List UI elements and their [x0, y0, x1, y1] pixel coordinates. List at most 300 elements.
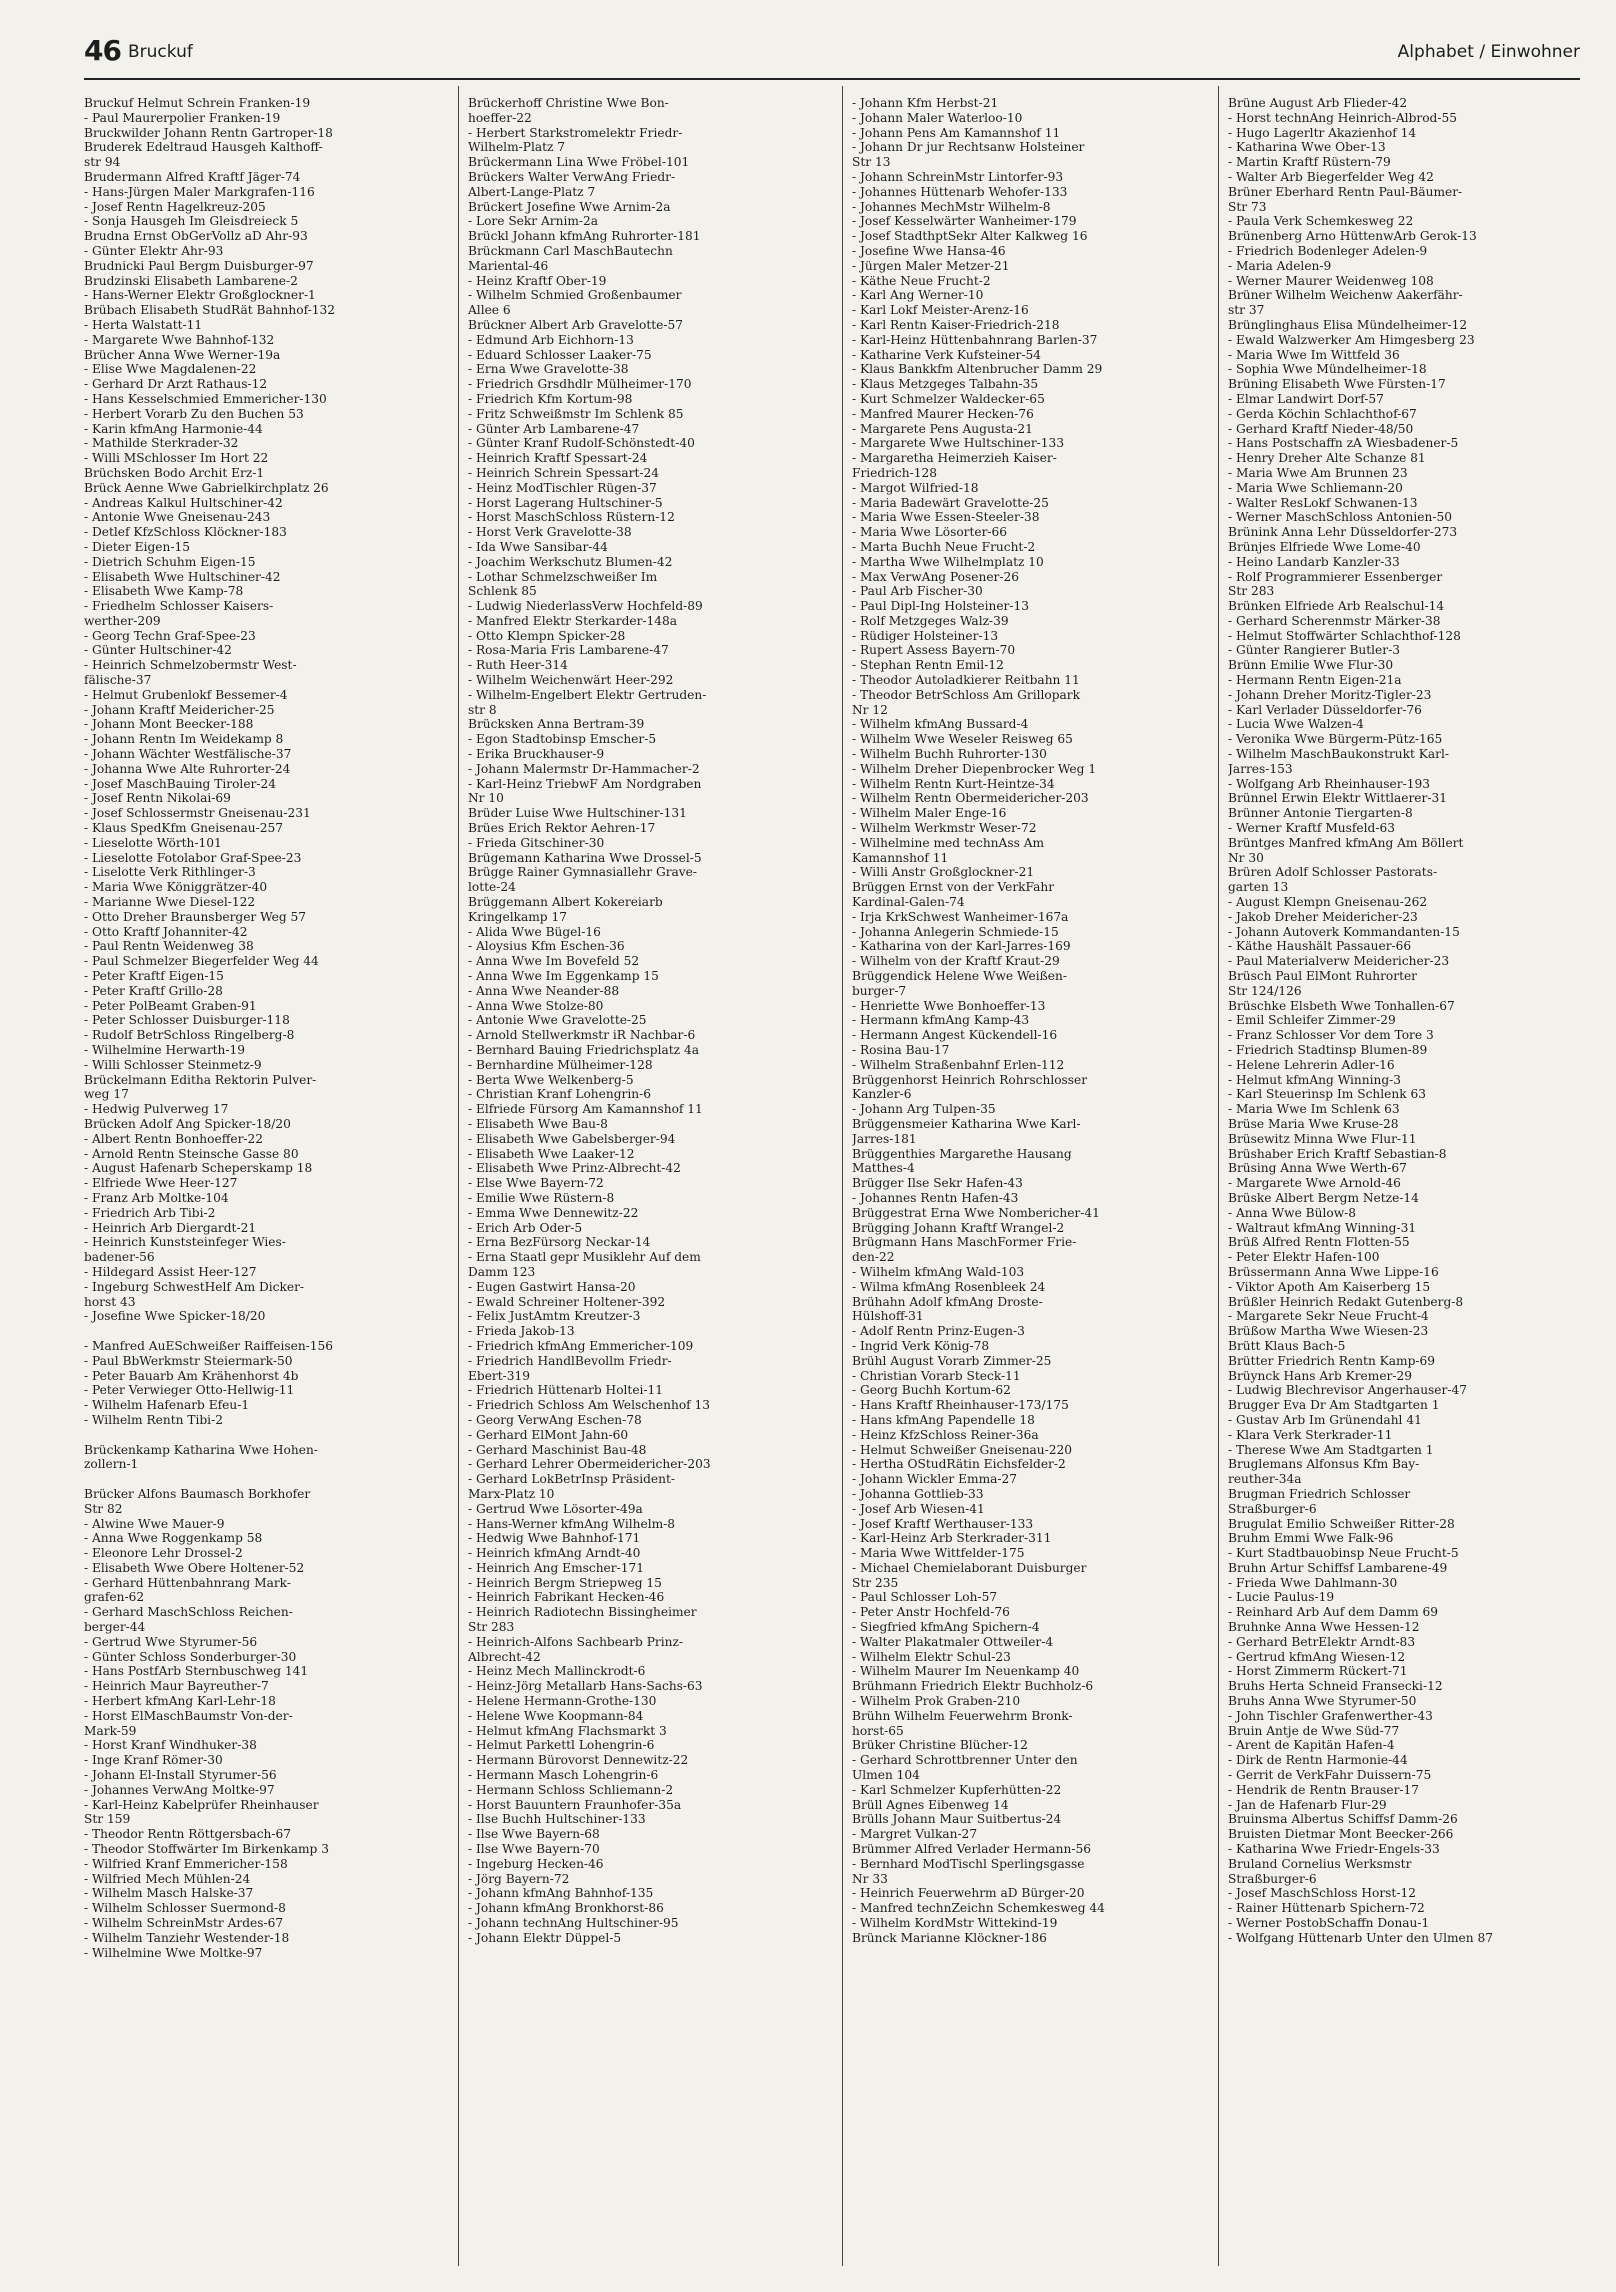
directory-entry-line: - Rosina Bau-17: [852, 1043, 950, 1057]
directory-entry-line: Kamannshof 11: [852, 850, 949, 865]
directory-entry-line: Kanzler-6: [852, 1087, 912, 1102]
directory-entry-line: - Karl Rentn Kaiser-Friedrich-218: [852, 317, 1060, 332]
directory-entry-line: - Karin kfmAng Harmonie-44: [84, 421, 263, 436]
directory-entry-line: - Wilhelm Rentn Obermeidericher-203: [852, 791, 1089, 806]
directory-entry-line: - Paul Schmelzer Biegerfelder Weg 44: [84, 954, 319, 969]
directory-entry-line: - Hedwig Pulverweg 17: [84, 1102, 229, 1117]
directory-entry-line: - Heinrich Ang Emscher-171: [468, 1560, 644, 1575]
directory-entry-line: - Johann Pens Am Kamannshof 11: [852, 125, 1061, 140]
directory-entry-line: - Anna Wwe Stolze-80: [468, 998, 604, 1013]
directory-entry-line: - Helmut Grubenlokf Bessemer-4: [84, 687, 288, 702]
page-header: [84, 34, 1580, 80]
directory-entry-line: - Herbert kfmAng Karl-Lehr-18: [84, 1694, 276, 1709]
directory-entry-line: Brücksken Anna Bertram-39: [468, 717, 645, 732]
directory-column-1: [84, 96, 446, 1960]
directory-entry-line: Nr 33: [852, 1871, 888, 1886]
directory-entry-line: Bruland Cornelius Werksmstr: [1228, 1856, 1412, 1871]
directory-entry-line: - Helmut kfmAng Winning-3: [1228, 1072, 1402, 1087]
directory-entry-line: - Friedrich Arb Tibi-2: [84, 1205, 216, 1220]
directory-entry-line: - Heinrich Radiotechn Bissingheimer: [468, 1605, 697, 1620]
directory-entry-line: Brücher Anna Wwe Werner-19a: [84, 347, 281, 362]
directory-entry-line: - Emma Wwe Dennewitz-22: [468, 1205, 639, 1220]
directory-entry-line: - Wilhelm Weichenwärt Heer-292: [468, 673, 674, 688]
directory-entry-line: Brüggemann Albert Kokereiarb: [468, 895, 663, 910]
directory-entry-line: - Heinrich Maur Bayreuther-7: [84, 1679, 269, 1694]
directory-entry-line: - Gerhard Schrottbrenner Unter den: [852, 1753, 1078, 1768]
directory-entry-line: - Otto Kraftf Johanniter-42: [84, 924, 248, 939]
directory-entry-line: - Ilse Wwe Bayern-70: [468, 1842, 600, 1857]
directory-entry-line: - Margarete Sekr Neue Frucht-4: [1228, 1309, 1429, 1324]
directory-entry-line: - Gertrud kfmAng Wiesen-12: [1228, 1649, 1406, 1664]
directory-entry-line: Brückermann Lina Wwe Fröbel-101: [468, 155, 690, 170]
directory-entry-line: Nr 10: [468, 791, 504, 806]
directory-entry-line: - Johannes Rentn Hafen-43: [852, 1190, 1019, 1205]
directory-entry-line: - Käthe Neue Frucht-2: [852, 273, 991, 288]
directory-entry-line: Str 13: [852, 155, 891, 170]
directory-entry-line: - Johannes MechMstr Wilhelm-8: [852, 199, 1051, 214]
directory-entry-line: - Johanna Wwe Alte Ruhrorter-24: [84, 761, 291, 776]
directory-entry-line: weg 17: [84, 1087, 129, 1102]
directory-entry-line: Brückelmann Editha Rektorin Pulver-: [84, 1072, 317, 1087]
directory-entry-line: - Maria Wwe Am Brunnen 23: [1228, 465, 1408, 480]
directory-entry-line: - Wilma kfmAng Rosenbleek 24: [852, 1279, 1046, 1294]
directory-entry-line: - Heino Landarb Kanzler-33: [1228, 554, 1400, 569]
directory-entry-line: Ulmen 104: [852, 1768, 920, 1783]
directory-entry-line: - Michael Chemielaborant Duisburger: [852, 1560, 1087, 1575]
directory-entry-line: - Gerhard MaschSchloss Reichen-: [84, 1605, 293, 1620]
directory-entry-line: - Lieselotte Wörth-101: [84, 835, 222, 850]
directory-entry-line: Brüchsken Bodo Archit Erz-1: [84, 465, 265, 480]
directory-entry-line: - Hertha OStudRätin Eichsfelder-2: [852, 1457, 1066, 1472]
directory-entry-line: - Georg Buchh Kortum-62: [852, 1383, 1011, 1398]
directory-entry-line: - Friedrich Grsdhdlr Mülheimer-170: [468, 377, 692, 392]
directory-entry-line: - Herta Walstatt-11: [84, 317, 203, 332]
directory-entry-line: Brüne August Arb Flieder-42: [1228, 96, 1408, 110]
directory-entry-line: Bruckwilder Johann Rentn Gartroper-18: [84, 125, 333, 140]
directory-entry-line: - Wilhelm Dreher Diepenbrocker Weg 1: [852, 761, 1097, 776]
directory-entry-line: Brüschke Elsbeth Wwe Tonhallen-67: [1228, 998, 1455, 1013]
directory-entry-line: - Heinrich Feuerwehrm aD Bürger-20: [852, 1886, 1085, 1901]
directory-entry-line: - Horst Lagerang Hultschiner-5: [468, 495, 663, 510]
directory-entry-line: Str 124/126: [1228, 983, 1302, 998]
directory-entry-line: - Adolf Rentn Prinz-Eugen-3: [852, 1324, 1025, 1339]
directory-entry-line: - Margaretha Heimerzieh Kaiser-: [852, 451, 1057, 466]
directory-entry-line: - Arnold Rentn Steinsche Gasse 80: [84, 1146, 299, 1161]
directory-entry-line: - Lore Sekr Arnim-2a: [468, 214, 599, 229]
directory-entry-line: - Kurt Stadtbauobinsp Neue Frucht-5: [1228, 1546, 1459, 1561]
directory-entry-line: - Paul BbWerkmstr Steiermark-50: [84, 1353, 293, 1368]
directory-entry-line: Str 283: [1228, 584, 1275, 599]
directory-entry-line: - Egon Stadtobinsp Emscher-5: [468, 732, 657, 747]
directory-entry-line: grafen-62: [84, 1590, 145, 1605]
directory-entry-line: horst 43: [84, 1294, 136, 1309]
directory-entry-line: - Katharina von der Karl-Jarres-169: [852, 939, 1071, 954]
directory-entry-line: Straßburger-6: [1228, 1501, 1317, 1516]
directory-entry-line: - Stephan Rentn Emil-12: [852, 658, 1004, 673]
directory-entry-line: - Elisabeth Wwe Hultschiner-42: [84, 569, 281, 584]
directory-entry-line: - Heinz Mech Mallinckrodt-6: [468, 1664, 646, 1679]
directory-entry-line: - Martin Kraftf Rüstern-79: [1228, 155, 1391, 170]
directory-entry-line: Brüker Christine Blücher-12: [852, 1738, 1028, 1753]
directory-entry-line: Brüsewitz Minna Wwe Flur-11: [1228, 1131, 1417, 1146]
directory-entry-line: - Karl-Heinz Arb Sterkrader-311: [852, 1531, 1052, 1546]
directory-entry-line: - Fritz Schweißmstr Im Schlenk 85: [468, 406, 684, 421]
directory-entry-line: - Viktor Apoth Am Kaiserberg 15: [1228, 1279, 1431, 1294]
directory-entry-line: - John Tischler Grafenwerther-43: [1228, 1708, 1433, 1723]
directory-entry-line: - Lucia Wwe Walzen-4: [1228, 717, 1364, 732]
directory-entry-line: - Maria Adelen-9: [1228, 258, 1332, 273]
section-keyword: Bruckuf: [128, 42, 193, 62]
directory-entry-line: - Lothar Schmelzschweißer Im: [468, 569, 658, 584]
directory-entry-line: - Rolf Metzgeges Walz-39: [852, 613, 1009, 628]
directory-entry-line: - Erika Bruckhauser-9: [468, 747, 605, 762]
directory-entry-line: horst-65: [852, 1723, 904, 1738]
directory-entry-line: - Josefine Wwe Hansa-46: [852, 243, 1006, 258]
directory-entry-line: Nr 12: [852, 702, 888, 717]
column-rule: [458, 86, 459, 2266]
directory-entry-line: - Manfred AuESchweißer Raiffeisen-156: [84, 1338, 334, 1353]
directory-entry-line: - Heinz ModTischler Rügen-37: [468, 480, 657, 495]
directory-entry-line: - Werner MaschSchloss Antonien-50: [1228, 510, 1452, 525]
page-number: 46: [84, 34, 121, 67]
directory-entry-line: - Elisabeth Wwe Bau-8: [468, 1116, 608, 1131]
directory-entry-line: - Josef Rentn Hagelkreuz-205: [84, 199, 266, 214]
directory-entry-line: - Kurt Schmelzer Waldecker-65: [852, 391, 1045, 406]
directory-entry-line: - Katharina Wwe Friedr-Engels-33: [1228, 1842, 1440, 1857]
directory-entry-line: Nr 30: [1228, 850, 1264, 865]
directory-entry-line: - Franz Arb Moltke-104: [84, 1190, 229, 1205]
directory-entry-line: - Friedrich Hüttenarb Holtei-11: [468, 1383, 664, 1398]
directory-entry-line: - Maria Wwe Lösorter-66: [852, 525, 1008, 540]
directory-entry-line: Brünink Anna Lehr Düsseldorfer-273: [1228, 525, 1458, 540]
directory-entry-line: - Else Wwe Bayern-72: [468, 1176, 604, 1191]
directory-entry-line: - Wilhelm Werkmstr Weser-72: [852, 821, 1037, 836]
directory-entry-line: Brüder Luise Wwe Hultschiner-131: [468, 806, 687, 821]
directory-entry-line: - Irja KrkSchwest Wanheimer-167a: [852, 909, 1069, 924]
directory-entry-line: - Reinhard Arb Auf dem Damm 69: [1228, 1605, 1439, 1620]
directory-entry-line: - Friedrich Stadtinsp Blumen-89: [1228, 1043, 1428, 1057]
directory-entry-line: - Helmut kfmAng Flachsmarkt 3: [468, 1723, 667, 1738]
directory-entry-line: - Paul Arb Fischer-30: [852, 584, 983, 599]
directory-entry-line: - Maria Wwe Schliemann-20: [1228, 480, 1403, 495]
directory-entry-line: - Wolfgang Arb Rheinhauser-193: [1228, 776, 1430, 791]
directory-entry-line: - Erna Staatl gepr Musiklehr Auf dem: [468, 1250, 701, 1265]
directory-entry-line: [84, 1428, 446, 1443]
directory-entry-line: - Josefine Wwe Spicker-18/20: [84, 1309, 266, 1324]
directory-entry-line: Mariental-46: [468, 258, 549, 273]
directory-entry-line: - Hans Kesselschmied Emmericher-130: [84, 391, 327, 406]
directory-entry-line: - Ilse Buchh Hultschiner-133: [468, 1812, 646, 1827]
directory-entry-line: - Peter Verwieger Otto-Hellwig-11: [84, 1383, 295, 1398]
directory-entry-line: Bruhs Anna Wwe Styrumer-50: [1228, 1694, 1417, 1709]
directory-entry-line: - Hedwig Wwe Bahnhof-171: [468, 1531, 641, 1546]
directory-entry-line: Brünck Marianne Klöckner-186: [852, 1930, 1047, 1945]
directory-entry-line: - Therese Wwe Am Stadtgarten 1: [1228, 1442, 1434, 1457]
directory-entry-line: - Horst technAng Heinrich-Albrod-55: [1228, 110, 1457, 125]
directory-entry-line: - Helmut Parkettl Lohengrin-6: [468, 1738, 655, 1753]
directory-entry-line: Albert-Lange-Platz 7: [468, 184, 596, 199]
directory-entry-line: - Peter PolBeamt Graben-91: [84, 998, 257, 1013]
directory-entry-line: - Alida Wwe Bügel-16: [468, 924, 601, 939]
directory-entry-line: - Bernhardine Mülheimer-128: [468, 1057, 653, 1072]
directory-entry-line: - Wilhelm-Engelbert Elektr Gertruden-: [468, 687, 707, 702]
directory-entry-line: - Franz Schlosser Vor dem Tore 3: [1228, 1028, 1434, 1043]
directory-entry-line: - Jörg Bayern-72: [468, 1871, 570, 1886]
directory-entry-line: Brüning Elisabeth Wwe Fürsten-17: [1228, 377, 1446, 392]
directory-entry-line: - Maria Wwe Im Schlenk 63: [1228, 1102, 1400, 1117]
directory-entry-line: Brüynck Hans Arb Kremer-29: [1228, 1368, 1412, 1383]
directory-entry-line: Brües Erich Rektor Aehren-17: [468, 821, 656, 836]
directory-entry-line: - Rolf Programmierer Essenberger: [1228, 569, 1443, 584]
directory-entry-line: - Henriette Wwe Bonhoeffer-13: [852, 998, 1046, 1013]
directory-entry-line: - Gerhard ElMont Jahn-60: [468, 1427, 629, 1442]
directory-entry-line: - Horst Zimmerm Rückert-71: [1228, 1664, 1408, 1679]
directory-entry-line: Brüggendick Helene Wwe Weißen-: [852, 969, 1067, 984]
directory-entry-line: Brühmann Friedrich Elektr Buchholz-6: [852, 1679, 1094, 1694]
directory-entry-line: - Johann Malermstr Dr-Hammacher-2: [468, 761, 700, 776]
directory-entry-line: Brübach Elisabeth StudRät Bahnhof-132: [84, 303, 336, 318]
directory-entry-line: - Georg Techn Graf-Spee-23: [84, 628, 256, 643]
directory-entry-line: Jarres-181: [852, 1131, 917, 1146]
directory-entry-line: - Johann Arg Tulpen-35: [852, 1102, 996, 1117]
directory-entry-line: str 37: [1228, 303, 1265, 318]
directory-entry-line: - Manfred Elektr Sterkarder-148a: [468, 613, 678, 628]
directory-entry-line: - Helene Wwe Koopmann-84: [468, 1708, 644, 1723]
directory-entry-line: - Helene Hermann-Grothe-130: [468, 1694, 657, 1709]
directory-entry-line: - Paul Materialverw Meidericher-23: [1228, 954, 1450, 969]
directory-entry-line: - Heinz-Jörg Metallarb Hans-Sachs-63: [468, 1679, 703, 1694]
directory-entry-line: Str 73: [1228, 199, 1267, 214]
directory-entry-line: - Johann Wickler Emma-27: [852, 1472, 1018, 1487]
directory-entry-line: - Wilhelm Hafenarb Efeu-1: [84, 1398, 250, 1413]
directory-entry-line: - Elisabeth Wwe Prinz-Albrecht-42: [468, 1161, 681, 1176]
directory-entry-line: - Klara Verk Sterkrader-11: [1228, 1427, 1393, 1442]
directory-entry-line: Brüsch Paul ElMont Ruhrorter: [1228, 969, 1418, 984]
directory-entry-line: - Emil Schleifer Zimmer-29: [1228, 1013, 1396, 1028]
directory-entry-line: - Manfred technZeichn Schemkesweg 44: [852, 1901, 1105, 1916]
directory-entry-line: - Ludwig Blechrevisor Angerhauser-47: [1228, 1383, 1467, 1398]
directory-entry-line: Marx-Platz 10: [468, 1486, 555, 1501]
directory-entry-line: Brügmann Hans MaschFormer Frie-: [852, 1235, 1077, 1250]
directory-entry-line: - Sophia Wwe Mündelheimer-18: [1228, 362, 1427, 377]
directory-entry-line: Damm 123: [468, 1264, 536, 1279]
directory-entry-line: - Wilhelm Elektr Schul-23: [852, 1649, 1011, 1664]
directory-entry-line: - Jakob Dreher Meidericher-23: [1228, 909, 1418, 924]
directory-entry-line: - Johannes Hüttenarb Wehofer-133: [852, 184, 1068, 199]
directory-entry-line: - Detlef KfzSchloss Klöckner-183: [84, 525, 287, 540]
directory-entry-line: Bruhs Herta Schneid Fransecki-12: [1228, 1679, 1443, 1694]
directory-entry-line: - Bernhard ModTischl Sperlingsgasse: [852, 1856, 1085, 1871]
directory-entry-line: - Hans kfmAng Papendelle 18: [852, 1412, 1035, 1427]
directory-entry-line: - Klaus SpedKfm Gneisenau-257: [84, 821, 283, 836]
directory-entry-line: Str 159: [84, 1812, 131, 1827]
directory-entry-line: - Henry Dreher Alte Schanze 81: [1228, 451, 1426, 466]
directory-entry-line: - Johann SchreinMstr Lintorfer-93: [852, 169, 1064, 184]
directory-entry-line: Brünken Elfriede Arb Realschul-14: [1228, 599, 1445, 614]
directory-entry-line: - Johann Maler Waterloo-10: [852, 110, 1023, 125]
directory-entry-line: - Frieda Jakob-13: [468, 1324, 575, 1339]
directory-entry-line: - Waltraut kfmAng Winning-31: [1228, 1220, 1417, 1235]
directory-entry-line: reuther-34a: [1228, 1472, 1302, 1487]
directory-entry-line: - Anna Wwe Im Bovefeld 52: [468, 954, 640, 969]
directory-entry-line: - Marta Buchh Neue Frucht-2: [852, 539, 1036, 554]
directory-entry-line: - Liselotte Verk Rithlinger-3: [84, 865, 256, 880]
directory-entry-line: Brüske Albert Bergm Netze-14: [1228, 1190, 1419, 1205]
directory-entry-line: Jarres-153: [1228, 761, 1293, 776]
directory-entry-line: - Wilhelm Straßenbahnf Erlen-112: [852, 1057, 1065, 1072]
directory-entry-line: - Siegfried kfmAng Spichern-4: [852, 1620, 1040, 1635]
directory-entry-line: - Gertrud Wwe Styrumer-56: [84, 1634, 258, 1649]
directory-entry-line: - Hendrik de Rentn Brauser-17: [1228, 1782, 1420, 1797]
directory-entry-line: - Otto Klempn Spicker-28: [468, 628, 626, 643]
directory-entry-line: Brümmer Alfred Verlader Hermann-56: [852, 1842, 1091, 1857]
directory-entry-line: - Maria Wwe Königgrätzer-40: [84, 880, 268, 895]
directory-entry-line: - Heinrich Arb Diergardt-21: [84, 1220, 257, 1235]
directory-entry-line: - Walter Plakatmaler Ottweiler-4: [852, 1634, 1054, 1649]
directory-entry-line: Bruin Antje de Wwe Süd-77: [1228, 1723, 1400, 1738]
directory-entry-line: - Ingrid Verk König-78: [852, 1338, 990, 1353]
directory-entry-line: - Wilhelm SchreinMstr Ardes-67: [84, 1916, 284, 1931]
directory-entry-line: Brüggestrat Erna Wwe Nombericher-41: [852, 1205, 1100, 1220]
directory-entry-line: [84, 1472, 446, 1487]
directory-entry-line: Wilhelm-Platz 7: [468, 140, 566, 155]
directory-entry-line: - Werner PostobSchaffn Donau-1: [1228, 1916, 1430, 1931]
directory-entry-line: - Paula Verk Schemkesweg 22: [1228, 214, 1414, 229]
directory-entry-line: Brüner Wilhelm Weichenw Aakerfähr-: [1228, 288, 1463, 303]
directory-entry-line: - Horst ElMaschBaumstr Von-der-: [84, 1708, 293, 1723]
directory-entry-line: - Paul Maurerpolier Franken-19: [84, 110, 281, 125]
directory-entry-line: Brüggenhorst Heinrich Rohrschlosser: [852, 1072, 1088, 1087]
directory-entry-line: - Paul Rentn Weidenweg 38: [84, 939, 254, 954]
directory-entry-line: - Margarete Pens Augusta-21: [852, 421, 1033, 436]
directory-entry-line: - Gerhard Hüttenbahnrang Mark-: [84, 1575, 291, 1590]
directory-entry-line: - Peter Kraftf Grillo-28: [84, 983, 223, 998]
directory-entry-line: Brückmann Carl MaschBautechn: [468, 243, 673, 258]
column-rule: [842, 86, 843, 2266]
directory-entry-line: - Hans Postschaffn zA Wiesbadener-5: [1228, 436, 1459, 451]
directory-entry-line: - Josef Kraftf Werthauser-133: [852, 1516, 1034, 1531]
directory-entry-line: - Elisabeth Wwe Obere Holtener-52: [84, 1560, 305, 1575]
directory-entry-line: - Manfred Maurer Hecken-76: [852, 406, 1034, 421]
directory-entry-line: - Gustav Arb Im Grünendahl 41: [1228, 1412, 1422, 1427]
directory-entry-line: - Antonie Wwe Gneisenau-243: [84, 510, 271, 525]
directory-entry-line: - Margot Wilfried-18: [852, 480, 979, 495]
directory-entry-line: Brühn Wilhelm Feuerwehrm Bronk-: [852, 1708, 1073, 1723]
directory-entry-line: Brünnel Erwin Elektr Wittlaerer-31: [1228, 791, 1447, 806]
directory-entry-line: Brüren Adolf Schlosser Pastorats-: [1228, 865, 1438, 880]
directory-entry-line: - Günter Hultschiner-42: [84, 643, 232, 658]
directory-entry-line: Brudna Ernst ObGerVollz aD Ahr-93: [84, 229, 308, 244]
directory-entry-line: - Klaus Metzgeges Talbahn-35: [852, 377, 1039, 392]
directory-entry-line: Bruderek Edeltraud Hausgeh Kalthoff-: [84, 140, 323, 155]
directory-entry-line: - Hildegard Assist Heer-127: [84, 1264, 257, 1279]
directory-entry-line: - Martha Wwe Wilhelmplatz 10: [852, 554, 1044, 569]
directory-entry-line: - Willi Schlosser Steinmetz-9: [84, 1057, 262, 1072]
directory-entry-line: - Frieda Wwe Dahlmann-30: [1228, 1575, 1398, 1590]
directory-entry-line: - Dietrich Schuhm Eigen-15: [84, 554, 256, 569]
directory-entry-line: - Anna Wwe Neander-88: [468, 983, 620, 998]
directory-entry-line: Straßburger-6: [1228, 1871, 1317, 1886]
directory-entry-line: - Wilhelm Buchh Ruhrorter-130: [852, 747, 1047, 762]
directory-entry-line: - Paul Dipl-Ing Holsteiner-13: [852, 599, 1029, 614]
directory-entry-line: - Berta Wwe Welkenberg-5: [468, 1072, 634, 1087]
directory-entry-line: - Wolfgang Hüttenarb Unter den Ulmen 87: [1228, 1930, 1493, 1945]
directory-entry-line: - Christian Kranf Lohengrin-6: [468, 1087, 651, 1102]
directory-entry-line: Brugger Eva Dr Am Stadtgarten 1: [1228, 1398, 1440, 1413]
directory-entry-line: Brückl Johann kfmAng Ruhrorter-181: [468, 229, 701, 244]
directory-entry-line: Brückenkamp Katharina Wwe Hohen-: [84, 1442, 318, 1457]
directory-entry-line: Str 283: [468, 1620, 515, 1635]
directory-entry-line: - Ilse Wwe Bayern-68: [468, 1827, 600, 1842]
directory-entry-line: - Hans-Werner kfmAng Wilhelm-8: [468, 1516, 676, 1531]
directory-entry-line: - Friedrich HandlBevollm Friedr-: [468, 1353, 672, 1368]
directory-entry-line: - Albert Rentn Bonhoeffer-22: [84, 1131, 264, 1146]
directory-entry-line: - Wilhelm Schmied Großenbaumer: [468, 288, 682, 303]
directory-entry-line: - Günter Schloss Sonderburger-30: [84, 1649, 297, 1664]
directory-entry-line: - Johann Mont Beecker-188: [84, 717, 254, 732]
directory-entry-line: - Johann Dreher Moritz-Tigler-23: [1228, 687, 1432, 702]
directory-entry-line: - Marianne Wwe Diesel-122: [84, 895, 256, 910]
directory-entry-line: Brücker Alfons Baumasch Borkhofer: [84, 1486, 311, 1501]
directory-entry-line: - Wilhelm von der Kraftf Kraut-29: [852, 954, 1060, 969]
directory-entry-line: - Johanna Anlegerin Schmiede-15: [852, 924, 1059, 939]
directory-entry-line: - Josef StadthptSekr Alter Kalkweg 16: [852, 229, 1088, 244]
directory-entry-line: Str 82: [84, 1501, 123, 1516]
directory-entry-line: Str 235: [852, 1575, 899, 1590]
directory-entry-line: str 8: [468, 702, 497, 717]
directory-entry-line: Bruinsma Albertus Schiffsf Damm-26: [1228, 1812, 1458, 1827]
directory-entry-line: - Karl-Heinz Hüttenbahnrang Barlen-37: [852, 332, 1098, 347]
directory-entry-line: - Paul Schlosser Loh-57: [852, 1590, 998, 1605]
directory-entry-line: Brück Aenne Wwe Gabrielkirchplatz 26: [84, 480, 329, 495]
directory-entry-line: - Gerhard Lehrer Obermeidericher-203: [468, 1457, 711, 1472]
directory-entry-line: - Eugen Gastwirt Hansa-20: [468, 1279, 636, 1294]
directory-entry-line: - Günter Kranf Rudolf-Schönstedt-40: [468, 436, 695, 451]
directory-entry-line: - Dieter Eigen-15: [84, 539, 190, 554]
directory-entry-line: - Eduard Schlosser Laaker-75: [468, 347, 652, 362]
directory-entry-line: - Jan de Hafenarb Flur-29: [1228, 1797, 1387, 1812]
directory-entry-line: Mark-59: [84, 1723, 137, 1738]
directory-entry-line: - Gerhard BetrElektr Arndt-83: [1228, 1634, 1416, 1649]
directory-entry-line: - Wilhelm kfmAng Wald-103: [852, 1264, 1025, 1279]
directory-entry-line: Ebert-319: [468, 1368, 531, 1383]
directory-entry-line: - Heinrich Fabrikant Hecken-46: [468, 1590, 665, 1605]
directory-entry-line: - Herbert Starkstromelektr Friedr-: [468, 125, 683, 140]
directory-entry-line: - Anna Wwe Im Eggenkamp 15: [468, 969, 659, 984]
directory-entry-line: - Horst Verk Gravelotte-38: [468, 525, 632, 540]
directory-entry-line: - Elisabeth Wwe Laaker-12: [468, 1146, 635, 1161]
directory-entry-line: - Ludwig NiederlassVerw Hochfeld-89: [468, 599, 703, 614]
directory-entry-line: - Inge Kranf Römer-30: [84, 1753, 223, 1768]
directory-entry-line: - Arnold Stellwerkmstr iR Nachbar-6: [468, 1028, 696, 1043]
directory-entry-line: - Rupert Assess Bayern-70: [852, 643, 1016, 658]
directory-entry-line: - Günter Elektr Ahr-93: [84, 243, 224, 258]
directory-entry-line: Kringelkamp 17: [468, 909, 567, 924]
directory-entry-line: - Ewald Walzwerker Am Himgesberg 23: [1228, 332, 1475, 347]
directory-entry-line: - Hugo Lagerltr Akazienhof 14: [1228, 125, 1417, 140]
directory-entry-line: Brüntges Manfred kfmAng Am Böllert: [1228, 835, 1464, 850]
directory-entry-line: - Theodor Rentn Röttgersbach-67: [84, 1827, 291, 1842]
directory-entry-line: Brückers Walter VerwAng Friedr-: [468, 169, 676, 184]
directory-entry-line: Brünn Emilie Wwe Flur-30: [1228, 658, 1394, 673]
directory-entry-line: - Heinrich Schrein Spessart-24: [468, 465, 660, 480]
directory-entry-line: - Rüdiger Holsteiner-13: [852, 628, 999, 643]
directory-entry-line: - Theodor BetrSchloss Am Grillopark: [852, 687, 1080, 702]
directory-entry-line: - Peter Anstr Hochfeld-76: [852, 1605, 1010, 1620]
directory-entry-line: Brugulat Emilio Schweißer Ritter-28: [1228, 1516, 1455, 1531]
directory-entry-line: - Sonja Hausgeh Im Gleisdreieck 5: [84, 214, 299, 229]
directory-entry-line: - Johann El-Install Styrumer-56: [84, 1768, 277, 1783]
